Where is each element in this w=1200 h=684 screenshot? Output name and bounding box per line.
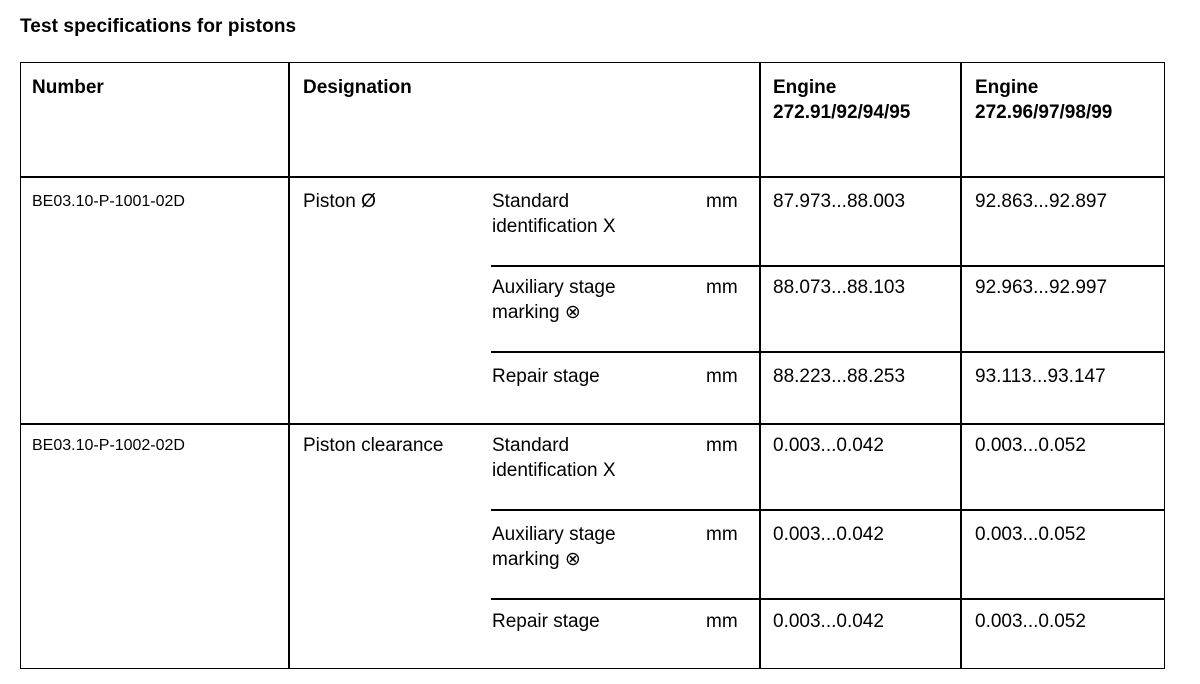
value-engine-a: 88.223...88.253 [773,366,906,387]
row-divider [491,598,1165,600]
value-engine-b: 92.863...92.897 [975,191,1108,212]
header-engine-b-line1: Engine [975,77,1039,98]
spec-number: BE03.10-P-1001-02D [32,193,185,210]
unit: mm [706,611,738,632]
stage-label: Repair stage [492,611,600,632]
value-engine-b: 93.113...93.147 [975,366,1106,387]
col-divider-number [288,62,290,669]
header-designation: Designation [303,77,412,98]
value-engine-a: 0.003...0.042 [773,611,884,632]
unit: mm [706,277,738,298]
value-engine-b: 0.003...0.052 [975,524,1086,545]
unit: mm [706,524,738,545]
value-engine-a: 0.003...0.042 [773,524,884,545]
unit: mm [706,191,738,212]
stage-label: Auxiliary stage marking ⊗ [492,277,616,323]
value-engine-a: 0.003...0.042 [773,435,884,456]
header-engine-b [975,76,1112,125]
header-engine-a [773,76,910,125]
unit: mm [706,366,738,387]
header-number: Number [32,77,104,98]
col-divider-engine-a [759,62,761,669]
page-title: Test specifications for pistons [20,16,297,37]
stage-label: Standard identification X [492,191,616,237]
value-engine-b: 0.003...0.052 [975,611,1086,632]
row-divider [491,351,1165,353]
col-divider-engine-b [960,62,962,669]
header-engine-a-line2: 272.91/92/94/95 [773,101,911,123]
header-engine-a-line1: Engine [773,77,837,98]
value-engine-a: 87.973...88.003 [773,191,906,212]
header-engine-b-line2: 272.96/97/98/99 [975,101,1113,123]
value-engine-a: 88.073...88.103 [773,277,906,298]
row-divider [491,265,1165,267]
unit: mm [706,435,738,456]
value-engine-b: 92.963...92.997 [975,277,1108,298]
row-divider [491,509,1165,511]
designation: Piston Ø [303,191,376,212]
spec-number: BE03.10-P-1002-02D [32,437,185,454]
stage-label: Repair stage [492,366,600,387]
group-divider [20,423,1165,425]
header-divider [20,176,1165,178]
designation: Piston clearance [303,435,444,456]
value-engine-b: 0.003...0.052 [975,435,1086,456]
stage-label: Auxiliary stage marking ⊗ [492,524,616,570]
stage-label: Standard identification X [492,435,616,481]
